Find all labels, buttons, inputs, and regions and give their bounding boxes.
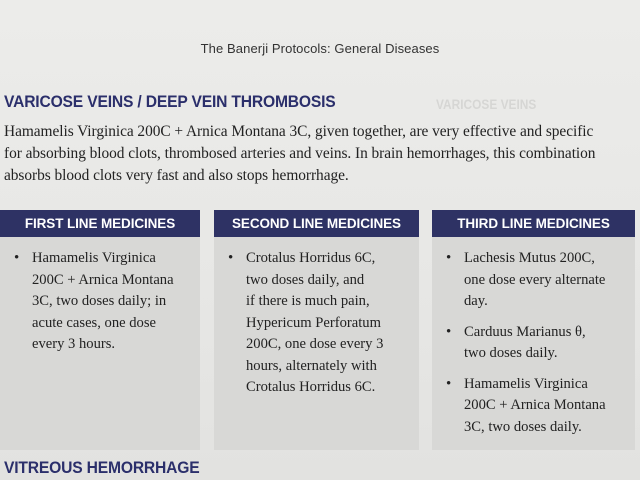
text-line: two doses daily. bbox=[464, 345, 558, 361]
first-line-medicines-panel bbox=[0, 210, 200, 450]
text-line: day. bbox=[464, 293, 488, 309]
text-line: one dose every alternate bbox=[464, 271, 606, 288]
text-line: Hamamelis Virginica bbox=[464, 375, 588, 392]
medicine-item bbox=[228, 248, 409, 399]
text-line: Hamamelis Virginica bbox=[32, 250, 156, 266]
intro-line: absorbs blood clots very fast and also stops hemorrhage. bbox=[4, 167, 349, 184]
medicine-item bbox=[14, 248, 190, 356]
medicine-text bbox=[32, 248, 190, 356]
bullet-icon: • bbox=[228, 250, 234, 266]
text-line: every 3 hours. bbox=[32, 336, 116, 352]
text-line: Hypericum Perforatum bbox=[246, 314, 381, 331]
third-line-medicines-panel bbox=[432, 210, 635, 450]
text-line: Crotalus Horridus 6C, bbox=[246, 250, 376, 266]
bullet-icon: • bbox=[446, 323, 452, 340]
section-title: VARICOSE VEINS / DEEP VEIN THROMBOSIS bbox=[4, 92, 336, 111]
next-section-title: VITREOUS HEMORRHAGE bbox=[4, 458, 200, 477]
panel-body bbox=[432, 237, 635, 438]
third-line-medicines-header: THIRD LINE MEDICINES bbox=[432, 210, 635, 237]
medicine-item bbox=[446, 248, 625, 313]
text-line: Lachesis Mutus 200C, bbox=[464, 250, 595, 266]
medicine-text bbox=[464, 248, 625, 313]
medicine-text bbox=[246, 248, 409, 399]
second-line-medicines-header: SECOND LINE MEDICINES bbox=[214, 210, 419, 237]
text-line: 200C + Arnica Montana bbox=[32, 271, 174, 288]
intro-line: Hamamelis Virginica 200C + Arnica Montana 3C, given together, are very effective and specific bbox=[4, 123, 594, 140]
text-line: 200C + Arnica Montana bbox=[464, 397, 606, 413]
medicine-text bbox=[464, 374, 625, 439]
intro-paragraph bbox=[4, 121, 636, 187]
intro-line: for absorbing blood clots, thrombosed arteries and veins. In brain hemorrhages, this combination bbox=[4, 145, 596, 162]
medicine-item bbox=[446, 374, 625, 439]
bullet-icon: • bbox=[14, 250, 20, 266]
medicine-text bbox=[464, 322, 625, 365]
second-line-medicines-panel bbox=[214, 210, 419, 450]
text-line: 200C, one dose every 3 bbox=[246, 336, 384, 352]
text-line: two doses daily, and bbox=[246, 271, 365, 288]
panel-body bbox=[0, 237, 200, 356]
text-line: 3C, two doses daily. bbox=[464, 418, 582, 435]
text-line: Carduus Marianus θ, bbox=[464, 323, 586, 340]
text-line: Crotalus Horridus 6C. bbox=[246, 379, 376, 395]
text-line: 3C, two doses daily; in bbox=[32, 293, 167, 309]
medicine-item bbox=[446, 322, 625, 365]
bullet-icon: • bbox=[446, 250, 452, 266]
text-line: acute cases, one dose bbox=[32, 314, 156, 331]
text-line: hours, alternately with bbox=[246, 357, 377, 374]
bullet-icon: • bbox=[446, 375, 452, 392]
show-through-text: VARICOSE VEINS bbox=[436, 96, 537, 112]
first-line-medicines-header: FIRST LINE MEDICINES bbox=[0, 210, 200, 237]
running-head: The Banerji Protocols: General Diseases bbox=[200, 41, 440, 56]
panel-body bbox=[214, 237, 419, 399]
text-line: if there is much pain, bbox=[246, 293, 370, 309]
